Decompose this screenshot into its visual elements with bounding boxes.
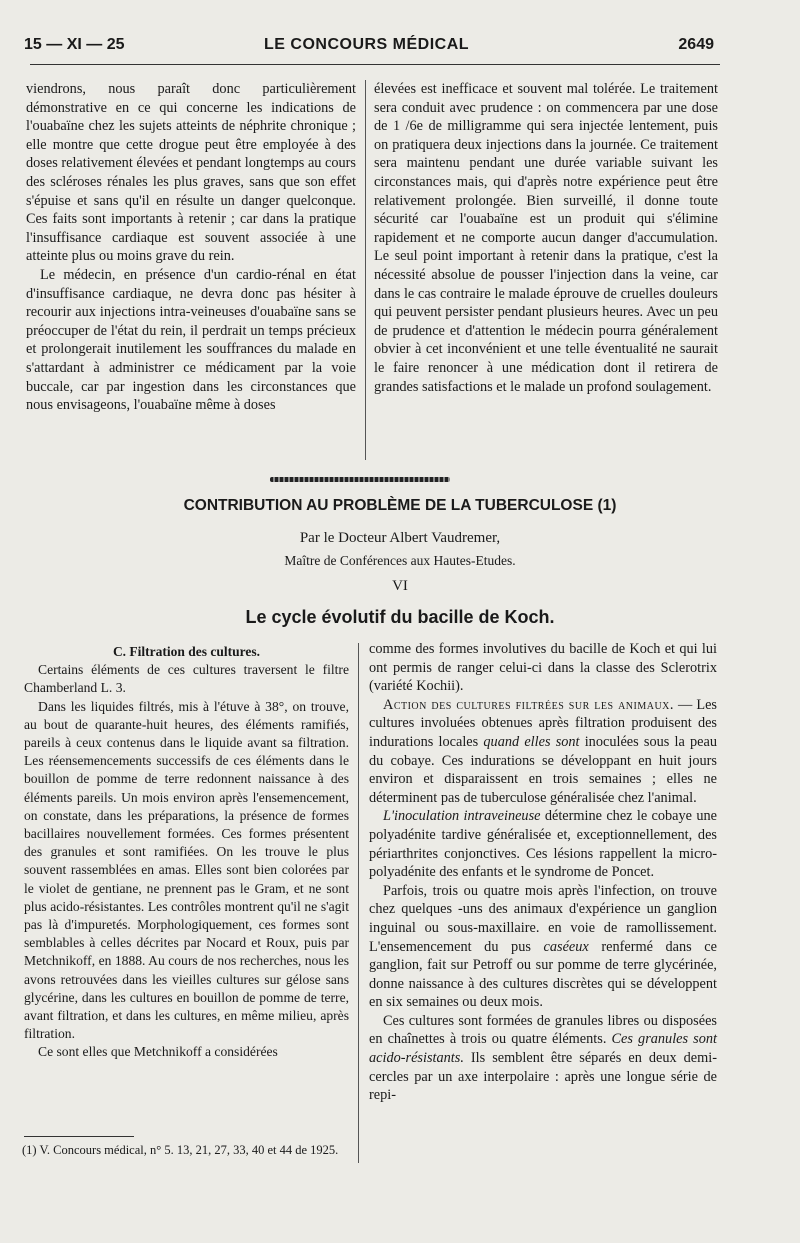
part-number: VI [392, 578, 408, 594]
header-date: 15 — XI — 25 [24, 36, 125, 53]
article-title: CONTRIBUTION AU PROBLÈME DE LA TUBERCULOSE (1) [183, 497, 617, 514]
column-divider [358, 643, 359, 1163]
paragraph: Action des cultures filtrées sur les animaux. — Les cultures involuées obtenues après filtration produisent des indurations locales quand elles sont inoculées sous la peau du cobaye. Ces indurations se développant en huit jours environ et disparaissent en trois semaines ; elles ne déterminent pas de tuberculose généralisée chez l'animal. [369, 696, 717, 806]
bottom-left-column [24, 643, 349, 1062]
author-byline: Par le Docteur Albert Vaudremer, [299, 530, 501, 546]
paragraph: élevées est inefficace et souvent mal tolérée. Le traitement sera conduit avec prudence : on commencera par une dose de 1 /6e de milligramme qui sera injectée lentement, puis on pratiquera deux injections dans la journée. Ce traitement sera maintenu pendant une durée variable suivant les circonstances mais, qui d'après notre expérience peut être relativement prolongée. Bien surveillé, il donne toute sécurité car l'ouabaïne est un produit qui s'élimine rapidement et ne comporte aucun danger d'accumulation. Le seul point important à retenir dans la pratique, c'est la nécessité absolue de pousser l'injection dans la veine, car dans le cas contraire le malade éprouve de cruelles douleurs qui peuvent persister pendant plusieurs heures. Avec un peu de prudence et d'attention le médecin pourra généralement obvier à cet inconvénient et une telle éventualité ne saurait le faire renoncer à une médication dont il retirera de grandes satisfactions et le malade un profond soulagement. [374, 81, 718, 395]
paragraph: Ces cultures sont formées de granules libres ou disposées en chaînettes à trois ou quatre éléments. Ces granules sont acido-résistants. Ils semblent être séparés en deux demi-cercles par un axe interpolaire : après une longue série de repi- [369, 1012, 718, 1104]
paragraph: Dans les liquides filtrés, mis à l'étuve à 38°, on trouve, au bout de quarante-huit heures, des éléments ramifiés, pareils à ceux contenus dans le liquide avant sa filtration. Les réensemencements successifs de ces éléments dans le bouillon de pomme de terre redonnent naissance à des éléments pareils. Un mois environ après l'ensemencement, on constate, dans les préparations, la présence de formes bacillaires nouvellement formées. Ces formes présentent des granules et sont ramifiées. On les trouve le plus souvent rassemblées en amas. Elles sont bien colorées par le violet de gentiane, ne prennent pas le Gram, et ne sont plus acido-résistantes. Les contrôles montrent qu'il ne s'agit pas là d'impuretés. Morphologiquement, ces formes sont semblables à celles décrites par Nocard et Roux, puis par Metchnikoff, en 1888. Au cours de nos recherches, nous les avons retrouvées dans les vieilles cultures sur gélose sans glycérine, dans les cultures en bouillon de pomme de terre, avant filtration, et dans les cultures, en même milieu, après filtration. [24, 698, 349, 1042]
running-header [24, 36, 714, 60]
page-number: 2649 [678, 36, 714, 53]
article-subtitle: Le cycle évolutif du bacille de Koch. [245, 607, 555, 627]
paragraph: Certains éléments de ces cultures traversent le filtre Chamberland L. 3. [24, 662, 349, 696]
paragraph: comme des formes involutives du bacille de Koch et qui lui ont permis de ranger celui-ci dans la classe des Sclerotrix (variété Kochii). [369, 641, 717, 695]
subheading: Action des cultures filtrées sur les animaux. [383, 696, 674, 713]
journal-title: LE CONCOURS MÉDICAL [264, 36, 470, 53]
paragraph: Le médecin, en présence d'un cardio-rénal en état d'insuffisance cardiaque, ne devra donc pas hésiter à recourir aux injections intra-veineuses d'ouabaïne sans se préoccuper de l'état du rein, il perdrait un temps précieux et prolongerait inutilement les souffrances du malade en s'attardant à administrer ce médicament par la voie buccale, car par ingestion dans les circonstances que nous envisageons, l'ouabaïne même à doses [26, 266, 356, 414]
footnote-rule [24, 1136, 134, 1137]
paragraph: Ce sont elles que Metchnikoff a considérées [38, 1044, 278, 1060]
author-role: Maître de Conférences aux Hautes-Etudes. [284, 553, 516, 568]
section-heading: C. Filtration des cultures. [112, 644, 261, 659]
header-rule [30, 64, 720, 65]
top-right-column [374, 80, 718, 396]
paragraph: Parfois, trois ou quatre mois après l'infection, on trouve chez quelques -uns des animaux d'expérience un ganglion inguinal ou sous-maxillaire. en voie de ramollissement. L'ensemencement du pus caséeux renfermé dans ce ganglion, fait sur Petroff ou sur pomme de terre glycérinée, donne naissance à des cultures discrètes qui se développent en six semaines ou deux mois. [369, 882, 717, 1011]
column-divider [365, 80, 366, 460]
footnote: (1) V. Concours médical, n° 5. 13, 21, 27, 33, 40 et 44 de 1925. [22, 1143, 339, 1157]
top-left-column [26, 80, 356, 415]
paragraph: viendrons, nous paraît donc particulièrement démonstrative en ce qui concerne les indications de l'ouabaïne chez les sujets atteints de néphrite chronique ; elle montre que cette drogue peut être employée à des doses relativement élevées et pendant longtemps au cours des scléroses rénales les plus graves, sans que son effet s'épuise et sans qu'il en résulte un danger quelconque. Ces faits sont importants à retenir ; car dans la pratique l'insuffisance cardiaque est souvent associée à une atteinte plus ou moins grave du rein. [26, 81, 356, 265]
paragraph: L'inoculation intraveineuse détermine chez le cobaye une polyadénite tardive généralisée et, exceptionnellement, des périarthrites conjonctives. Ces lésions rappellent la micro-polyadénite des enfants et le syndrome de Poncet. [369, 808, 717, 881]
bottom-right-column [369, 640, 717, 1105]
section-ornament [270, 477, 450, 482]
